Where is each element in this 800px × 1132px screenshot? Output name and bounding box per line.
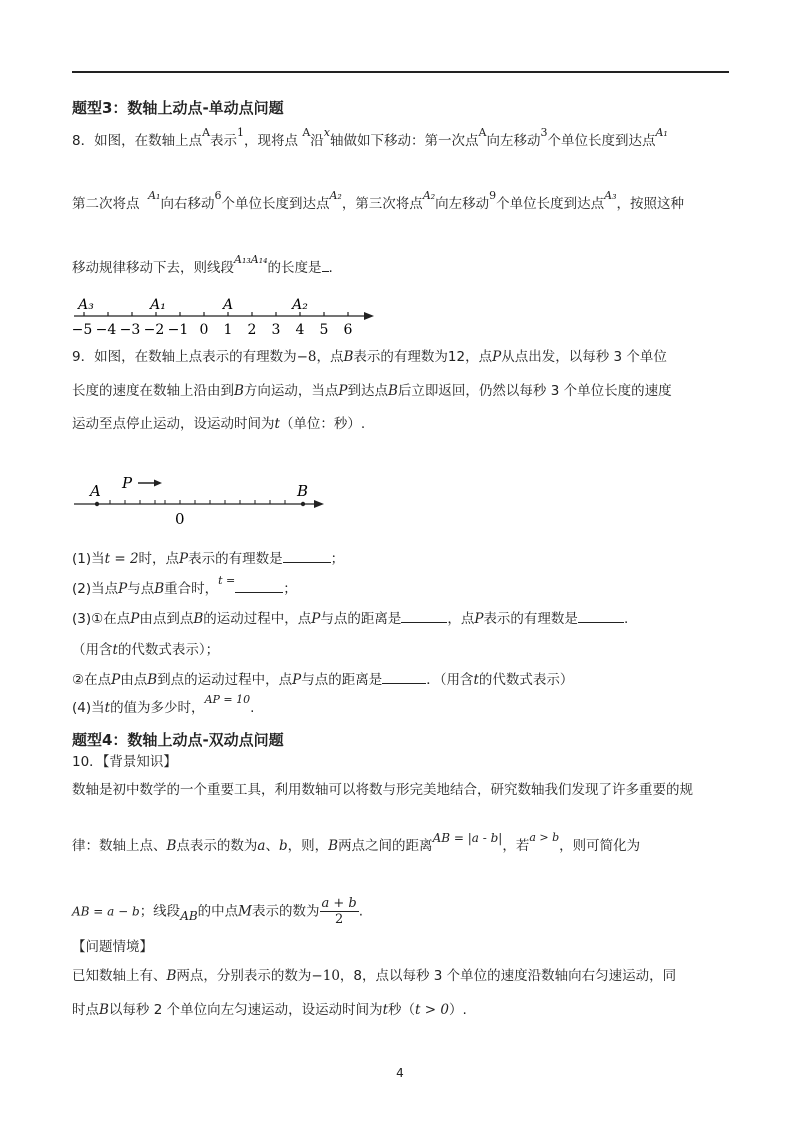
tick-label: −4 [95, 322, 117, 338]
tick-label: −3 [119, 322, 141, 338]
answer-blank [578, 608, 624, 623]
tick-label: 3 [271, 322, 281, 338]
section-heading-4: 题型4：数轴上动点-双动点问题 [72, 731, 284, 749]
tick-label: −1 [167, 322, 189, 338]
number-line-1 [70, 292, 380, 340]
q9-part-3-2: ②在点P由点B到点的运动过程中，点P与点的距离是 ．（用含t的代数式表示） [72, 669, 573, 690]
midpoint-fraction: $\frac{a + b}{2}$ [321, 896, 357, 927]
axis-arrow [364, 312, 374, 320]
answer-blank [382, 669, 426, 684]
answer-blank [283, 548, 331, 563]
answer-blank [401, 608, 447, 623]
q9-part-4: (4)当t的值为多少时，$^{AP = 10}$. [72, 693, 255, 716]
q8-line-1: 8．如图，在数轴上点$^A$表示$^1$，现将点 $^A$沿$^x$轴做如下移动：第一次点$^A$向左移动$^3$个单位长度到达点$^{A_1}$ [72, 126, 668, 149]
q8-line-3: 移动规律移动下去，则线段$^{A_{13}A_{14}}$的长度是 . [72, 253, 333, 276]
header-rule [72, 71, 729, 73]
q9-line-1: 9．如图，在数轴上点表示的有理数为−8，点B表示的有理数为12，点P从点出发，以每秒 3 个单位 [72, 349, 667, 365]
q10-line-2: 数轴是初中数学的一个重要工具，利用数轴可以将数与形完美地结合，研究数轴我们发现了许多重要的规 [72, 782, 693, 798]
tick-label: −2 [143, 322, 165, 338]
origin-label: 0 [175, 510, 185, 526]
point-label-A1: A₁ [150, 297, 166, 313]
tick-label: 5 [319, 322, 329, 338]
point-B-dot [301, 502, 305, 506]
q10-line-3: 律：数轴上点、B点表示的数为a、b，则，B两点之间的距离AB = |a - b|，若$^{a > b}$，则可简化为 [72, 831, 641, 854]
answer-blank [322, 257, 329, 272]
number-line-2 [70, 468, 332, 526]
q10-line-7: 时点B以每秒 2 个单位向左匀速运动，设运动时间为t秒（t > 0）. [72, 1002, 467, 1018]
point-label-P: P [122, 474, 133, 492]
tick-label: 2 [247, 322, 257, 338]
answer-blank [235, 578, 283, 593]
motion-arrowhead [154, 480, 162, 487]
q8-line-2: 第二次将点 $^{A_1}$向右移动$^6$个单位长度到达点$^{A_2}$，第三次将点$^{A_2}$向左移动$^9$个单位长度到达点$^{A_3}$，按照这种 [72, 189, 685, 212]
q10-line-5: 【问题情境】 [72, 939, 153, 955]
point-label-A3: A₃ [78, 297, 94, 313]
q10-line-1: 10．【背景知识】 [72, 754, 177, 770]
tick-label: 4 [295, 322, 305, 338]
q9-line-2: 长度的速度在数轴上沿由到B方向运动，当点P到达点B后立即返回，仍然以每秒 3 个单位长度的速度 [72, 383, 672, 399]
point-label-A: A [90, 482, 101, 500]
q9-part-3: (3)①在点P由点到点B的运动过程中，点P与点的距离是 ，点P表示的有理数是 . [72, 608, 628, 629]
page-number: 4 [396, 1066, 404, 1080]
q9-part-3-note: （用含t的代数式表示）； [72, 642, 220, 658]
q9-part-2: (2)当点P与点B重合时，$^{t =}$； [72, 574, 297, 597]
section-heading-3: 题型3：数轴上动点-单动点问题 [72, 99, 284, 117]
q9-line-3: 运动至点停止运动，设运动时间为t（单位：秒）. [72, 416, 366, 432]
q10-line-4: AB = a − b；线段AB的中点M表示的数为 $\frac{a + b}{2}$ . [72, 896, 364, 927]
tick-label: 0 [199, 322, 209, 338]
q10-line-6: 已知数轴上有、B两点，分别表示的数为−10，8，点以每秒 3 个单位的速度沿数轴向右匀速运动，同 [72, 968, 677, 984]
point-A-dot [95, 502, 99, 506]
axis-arrow [314, 500, 324, 508]
tick-label: −5 [71, 322, 93, 338]
point-label-A2: A₂ [292, 297, 308, 313]
tick-label: 6 [343, 322, 353, 338]
point-label-A: A [222, 297, 234, 313]
q9-part-1: (1)当t = 2时，点P表示的有理数是 ； [72, 548, 344, 569]
tick-label: 1 [223, 322, 233, 338]
point-label-B: B [297, 482, 309, 500]
